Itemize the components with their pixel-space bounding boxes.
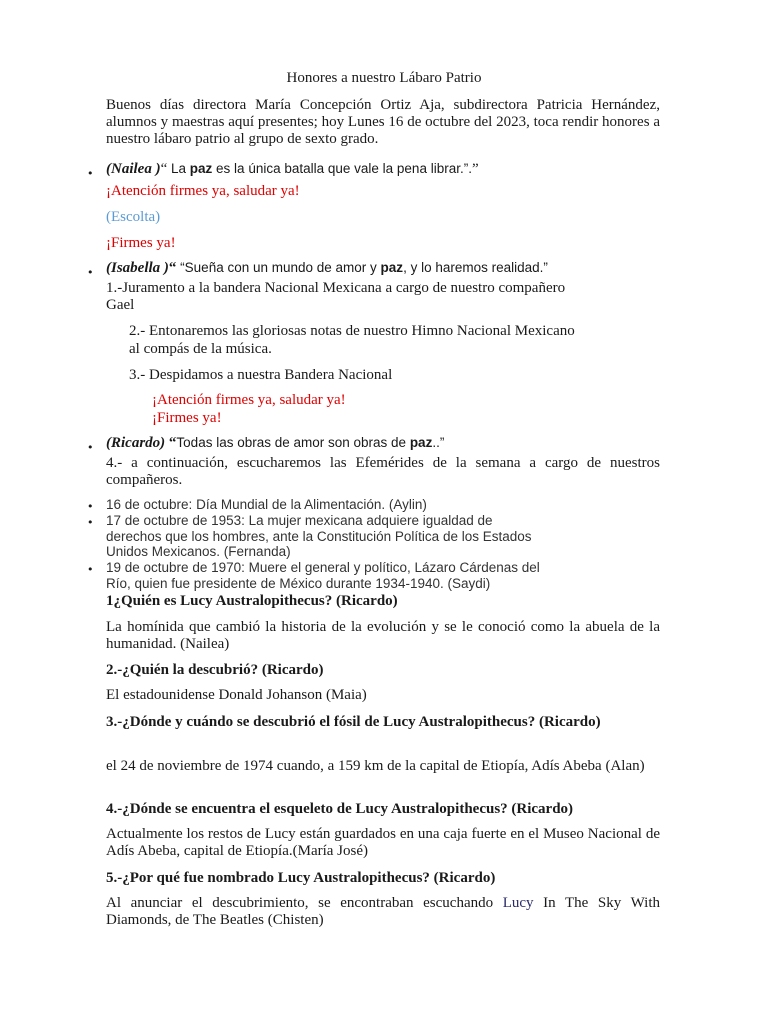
answer-5 <box>106 895 660 929</box>
quote-text-c: , y lo haremos realidad.” <box>403 260 548 275</box>
question-1: 1¿Quién es Lucy Australopithecus? (Ricardo) <box>106 593 398 609</box>
speaker-nailea: (Nailea ) <box>106 161 161 177</box>
quote-text-paz: paz <box>380 260 404 275</box>
quote-text-c: ..” <box>432 435 445 450</box>
speaker-isabella: (Isabella ) <box>106 260 169 276</box>
escolta-label: (Escolta) <box>106 209 161 225</box>
question-5: 5.-¿Por qué fue nombrado Lucy Australopithecus? (Ricardo) <box>106 870 496 886</box>
close-quote: ” <box>471 161 479 177</box>
bullet-marker: • <box>87 516 94 529</box>
efemeride-3-line: Río, quien fue presidente de México durante 1934-1940. (Saydi) <box>106 575 491 591</box>
quote-text-paz: paz <box>189 161 213 176</box>
answer-5-text-b: In The Sky With Diamonds, de The Beatles (Chisten) <box>106 895 660 928</box>
item-himno-line1: 2.- Entonaremos las gloriosas notas de nuestro Himno Nacional Mexicano <box>129 323 575 339</box>
quote-text-c: es la única batalla que vale la pena librar.”. <box>212 161 472 176</box>
open-quote: “ <box>168 260 177 276</box>
command-firmes: ¡Firmes ya! <box>106 235 176 251</box>
bullet-marker: • <box>87 167 94 180</box>
command-firmes-2: ¡Firmes ya! <box>152 410 222 426</box>
answer-3: el 24 de noviembre de 1974 cuando, a 159 km de la capital de Etiopía, Adís Abeba (Alan) <box>106 758 645 774</box>
answer-4: Actualmente los restos de Lucy están guardados en una caja fuerte en el Museo Nacional de Adís Abeba, capital de Etiopía.(María José) <box>106 826 660 859</box>
command-attention: ¡Atención firmes ya, saludar ya! <box>106 183 300 199</box>
bullet-marker: • <box>87 500 94 513</box>
efemeride-2-line: 17 de octubre de 1953: La mujer mexicana adquiere igualdad de <box>106 513 493 528</box>
efemeride-3 <box>106 560 666 591</box>
command-attention-2: ¡Atención firmes ya, saludar ya! <box>152 392 346 408</box>
quote-text-a: Todas las obras de amor son obras de <box>176 435 410 450</box>
item-despidamos: 3.- Despidamos a nuestra Bandera Nacional <box>129 367 393 383</box>
bullet-marker: • <box>87 563 94 576</box>
open-quote: “ <box>165 435 177 451</box>
quote-text-a: “Sueña con un mundo de amor y <box>176 260 381 275</box>
bullet-marker: • <box>87 441 94 454</box>
question-4: 4.-¿Dónde se encuentra el esqueleto de Lucy Australopithecus? (Ricardo) <box>106 801 574 817</box>
efemeride-2 <box>106 513 666 560</box>
quote-text-paz: paz <box>409 435 433 450</box>
bullet-ricardo <box>106 435 666 452</box>
open-quote: “ <box>160 161 168 177</box>
efemeride-3-line: 19 de octubre de 1970: Muere el general y político, Lázaro Cárdenas del <box>106 560 540 575</box>
item-himno-line2: al compás de la música. <box>129 341 272 357</box>
bullet-nailea <box>106 161 666 178</box>
lucy-word: Lucy <box>502 895 534 911</box>
question-3: 3.-¿Dónde y cuándo se descubrió el fósil de Lucy Australopithecus? (Ricardo) <box>106 714 601 730</box>
question-2: 2.-¿Quién la descubrió? (Ricardo) <box>106 662 324 678</box>
efemeride-2-line: Unidos Mexicanos. (Fernanda) <box>106 544 291 559</box>
bullet-marker: • <box>87 266 94 279</box>
item-juramento-line2: Gael <box>106 297 135 313</box>
answer-1: La homínida que cambió la historia de la evolución y se le conoció como la abuela de la humanidad. (Nailea) <box>106 619 660 652</box>
item-efemerides: 4.- a continuación, escucharemos las Efemérides de la semana a cargo de nuestros compañeros. <box>106 455 660 488</box>
speaker-ricardo: (Ricardo) <box>106 435 166 451</box>
efemeride-1 <box>106 497 666 513</box>
quote-text-a: La <box>167 161 190 176</box>
item-juramento-line1: 1.-Juramento a la bandera Nacional Mexicana a cargo de nuestro compañero <box>106 280 566 296</box>
answer-5-text-a: Al anunciar el descubrimiento, se encontraban escuchando <box>106 895 503 911</box>
page-title: Honores a nuestro Lábaro Patrio <box>286 70 482 86</box>
bullet-isabella <box>106 260 666 277</box>
answer-2: El estadounidense Donald Johanson (Maia) <box>106 687 367 703</box>
intro-paragraph: Buenos días directora María Concepción Ortiz Aja, subdirectora Patricia Hernández, alumnos y maestras aquí presentes; hoy Lunes 16 de octubre del 2023, toca rendir honores a nuestro lábaro patrio al grupo de sexto grado. <box>106 97 660 147</box>
efemeride-1-line: 16 de octubre: Día Mundial de la Alimentación. (Aylin) <box>106 497 427 512</box>
efemeride-2-line: derechos que los hombres, ante la Constitución Política de los Estados <box>106 528 532 544</box>
